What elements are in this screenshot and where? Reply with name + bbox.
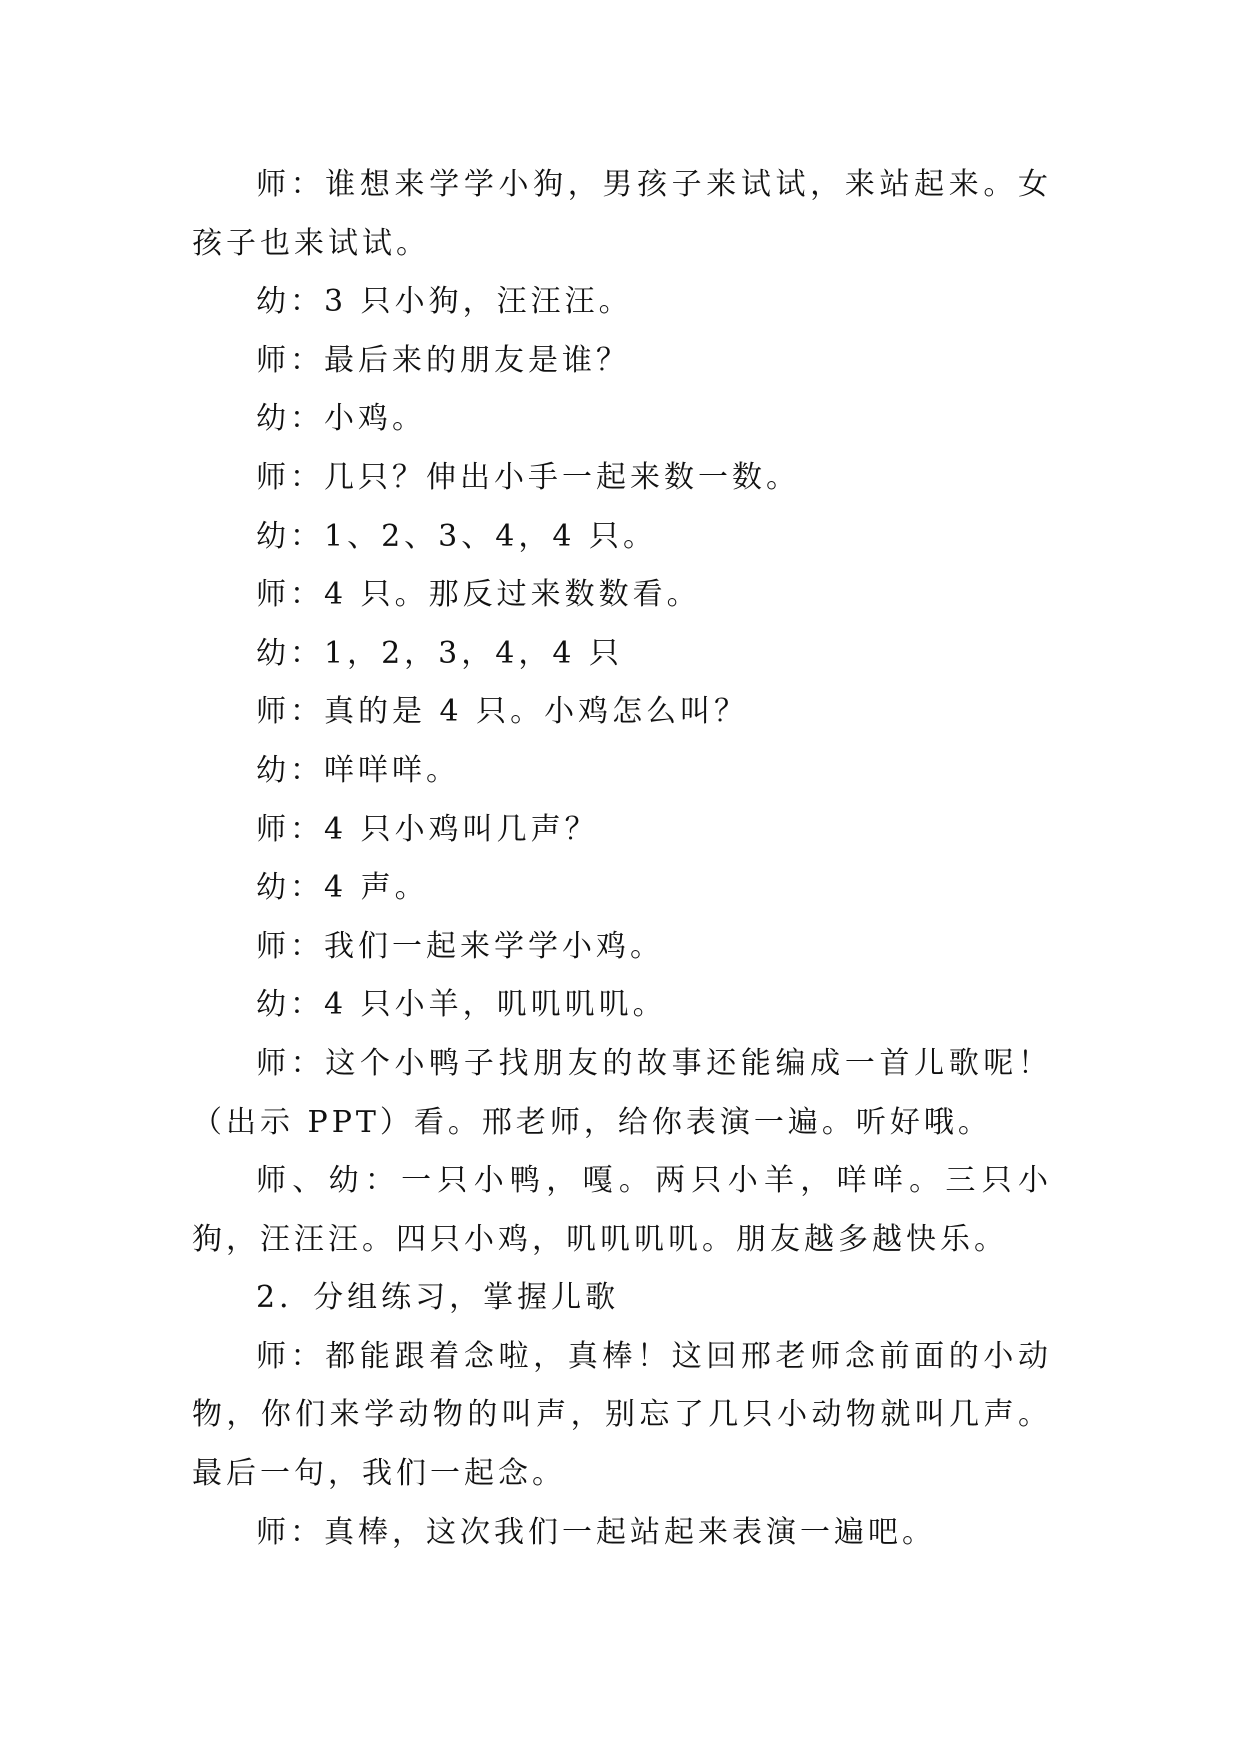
- section-heading: 2．分组练习，掌握儿歌: [256, 1280, 620, 1316]
- paragraph-2: 幼：3 只小狗，汪汪汪。: [256, 284, 633, 320]
- paragraph-14: 幼：4 只小羊，叽叽叽叽。: [256, 987, 667, 1023]
- paragraph-4: 幼：小鸡。: [256, 401, 426, 437]
- paragraph-13: 师：我们一起来学学小鸡。: [256, 928, 664, 964]
- paragraph-5: 师：几只？伸出小手一起来数一数。: [256, 459, 800, 495]
- paragraph-12: 幼：4 声。: [256, 870, 429, 906]
- paragraph-16: 师、幼：一只小鸭，嘎。两只小羊，咩咩。三只小狗，汪汪汪。四只小鸡，叽叽叽叽。朋友越多越快乐。: [192, 1163, 1052, 1257]
- paragraph-7: 师：4 只。那反过来数数看。: [256, 577, 701, 613]
- paragraph-6: 幼：1、2、3、4，4 只。: [256, 518, 657, 554]
- paragraph-1: 师：谁想来学学小狗，男孩子来试试，来站起来。女孩子也来试试。: [192, 167, 1052, 261]
- paragraph-15: 师：这个小鸭子找朋友的故事还能编成一首儿歌呢！（出示 PPT）看。邢老师，给你表演一遍。听好哦。: [192, 1045, 1052, 1140]
- paragraph-9: 师：真的是 4 只。小鸡怎么叫？: [256, 694, 749, 730]
- paragraph-11: 师：4 只小鸡叫几声？: [256, 811, 599, 847]
- paragraph-3: 师：最后来的朋友是谁？: [256, 342, 630, 378]
- paragraph-19: 师：真棒，这次我们一起站起来表演一遍吧。: [256, 1514, 936, 1550]
- paragraph-10: 幼：咩咩咩。: [256, 752, 460, 788]
- paragraph-8: 幼：1，2，3，4，4 只: [256, 635, 623, 671]
- paragraph-18: 师：都能跟着念啦，真棒！这回邢老师念前面的小动物，你们来学动物的叫声，别忘了几只小动物就叫几声。最后一句，我们一起念。: [192, 1338, 1052, 1492]
- document-body: [192, 156, 1052, 1562]
